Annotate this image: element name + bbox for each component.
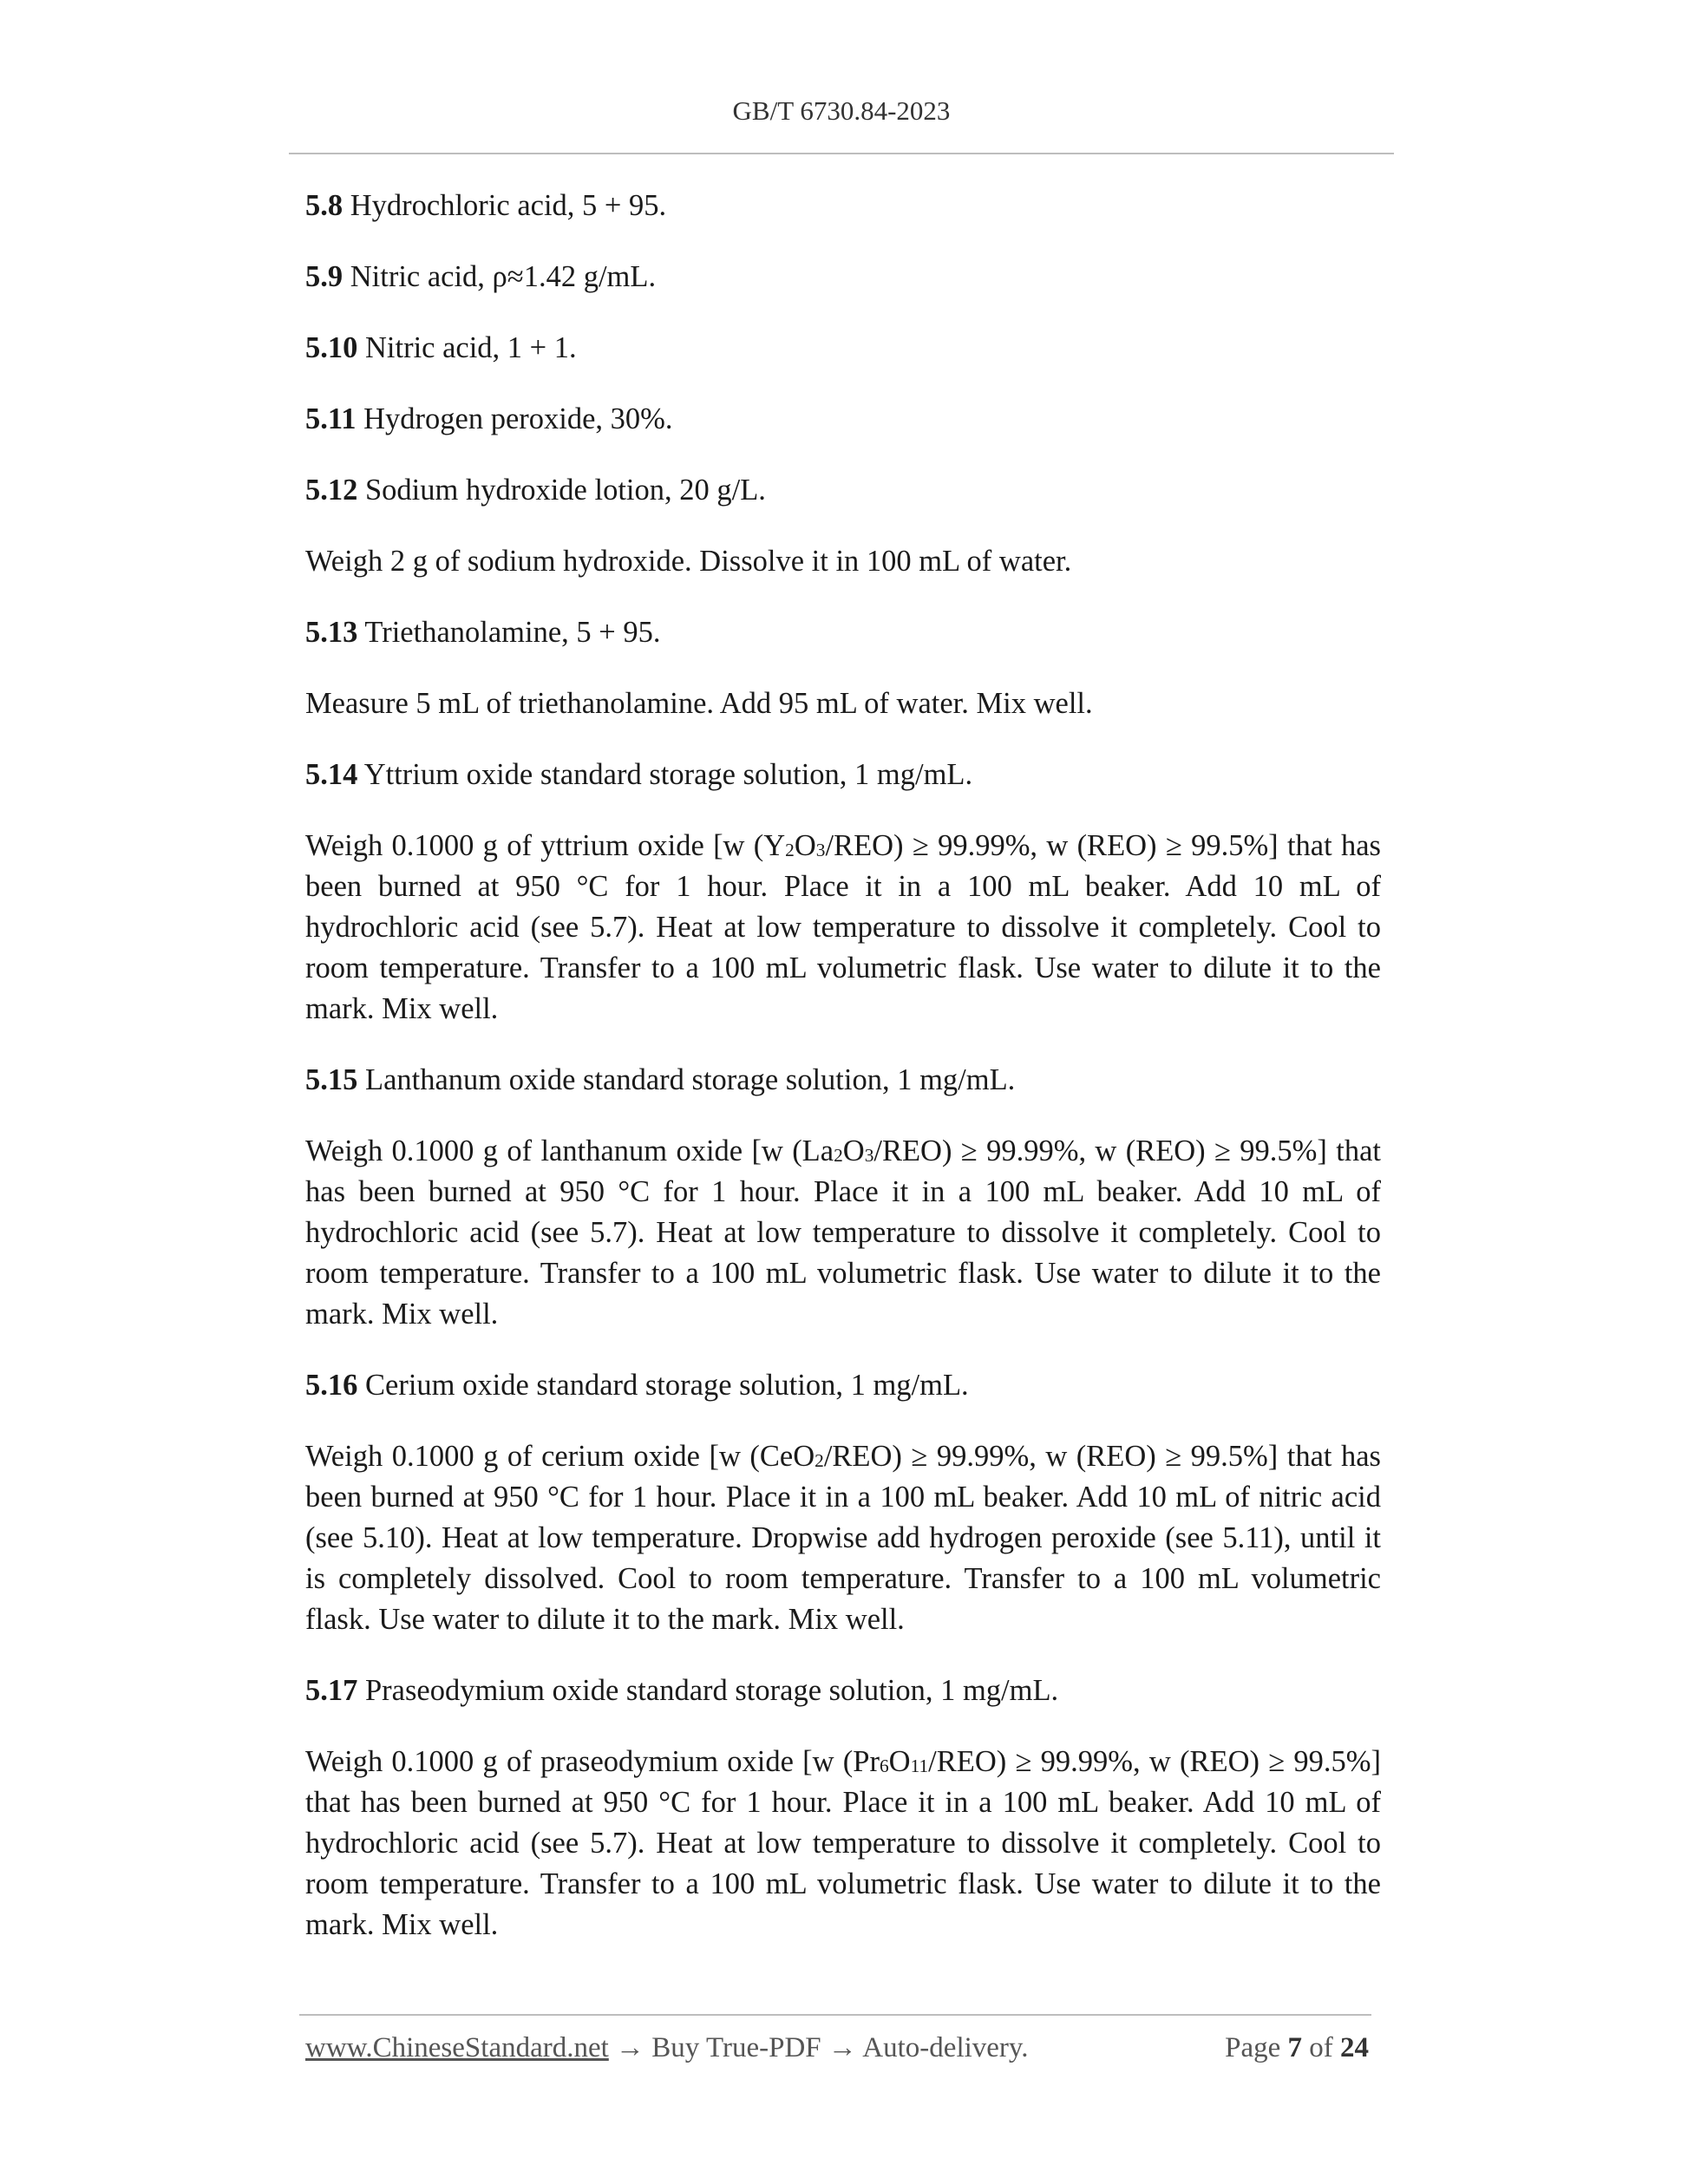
text-run: Weigh 0.1000 g of lanthanum oxide [w (La (305, 1135, 834, 1167)
page-header: GB/T 6730.84-2023 (732, 95, 951, 126)
section-5-9 (305, 257, 1381, 298)
section-5-13 (305, 612, 1381, 653)
section-5-12 (305, 470, 1381, 511)
section-text: Yttrium oxide standard storage solution, 1 mg/mL. (357, 758, 973, 791)
section-5-17 (305, 1671, 1381, 1711)
section-text: Hydrogen peroxide, 30%. (356, 402, 673, 435)
text-run: Weigh 0.1000 g of cerium oxide [w (CeO (305, 1440, 815, 1473)
header-rule (289, 153, 1394, 154)
section-5-10 (305, 328, 1381, 369)
subscript: 3 (864, 1145, 874, 1167)
website-link[interactable]: www.ChineseStandard.net (305, 2032, 609, 2063)
section-number: 5.10 (305, 331, 358, 364)
section-number: 5.11 (305, 402, 357, 435)
section-number: 5.14 (305, 758, 358, 791)
section-text: Nitric acid, 1 + 1. (357, 331, 577, 364)
text-run: /REO) ≥ 99.99%, w (REO) ≥ 99.5%] that has been burned at 950 °C for 1 hour. Place it in a 100 mL beaker. Add 10 mL of nitric acid (see 5.10). Heat at low temperature. Dropwise add hydrogen peroxide (see 5.11), until it is completely dissolved. Cool to room temperature. Transfer to a 100 mL volumetric flask. Use water to dilute it to the mark. Mix well. (305, 1440, 1381, 1636)
subscript: 2 (815, 1450, 824, 1472)
subscript: 2 (834, 1145, 843, 1167)
footer-promo (305, 2028, 1029, 2068)
paragraph-5-12-body: Weigh 2 g of sodium hydroxide. Dissolve it in 100 mL of water. (305, 545, 1072, 578)
page-number: 7 (1287, 2032, 1302, 2063)
text-run: /REO) ≥ 99.99%, w (REO) ≥ 99.5%] that has been burned at 950 °C for 1 hour. Place it in a 100 mL beaker. Add 10 mL of hydrochloric acid (see 5.7). Heat at low temperature to dissolve it completely. Cool to room temperature. Transfer to a 100 mL volumetric flask. Use water to dilute it to the mark. Mix well. (305, 1135, 1381, 1331)
section-text: Lanthanum oxide standard storage solution, 1 mg/mL. (357, 1063, 1016, 1096)
section-text: Sodium hydroxide lotion, 20 g/L. (357, 474, 766, 507)
section-number: 5.16 (305, 1369, 358, 1402)
page-label: Page (1225, 2032, 1288, 2063)
page-total: 24 (1340, 2032, 1369, 2063)
section-number: 5.17 (305, 1674, 358, 1707)
subscript: 2 (785, 840, 795, 861)
subscript: 6 (879, 1756, 889, 1777)
section-number: 5.13 (305, 616, 358, 649)
subscript: 11 (910, 1756, 929, 1777)
section-text: Nitric acid, ρ≈1.42 g/mL. (343, 260, 657, 293)
footer-rule (299, 2014, 1371, 2016)
section-number: 5.15 (305, 1063, 358, 1096)
section-5-16 (305, 1365, 1381, 1406)
text-run: Weigh 0.1000 g of praseodymium oxide [w (Pr (305, 1745, 880, 1778)
section-text: Praseodymium oxide standard storage solution, 1 mg/mL. (357, 1674, 1059, 1707)
text-run: /REO) ≥ 99.99%, w (REO) ≥ 99.5%] that has been burned at 950 °C for 1 hour. Place it in a 100 mL beaker. Add 10 mL of hydrochloric acid (see 5.7). Heat at low temperature to dissolve it completely. Cool to room temperature. Transfer to a 100 mL volumetric flask. Use water to dilute it to the mark. Mix well. (305, 1745, 1381, 1941)
paragraph-5-17-body (305, 1742, 1381, 1945)
text-run: /REO) ≥ 99.99%, w (REO) ≥ 99.5%] that has been burned at 950 °C for 1 hour. Place it in a 100 mL beaker. Add 10 mL of hydrochloric acid (see 5.7). Heat at low temperature to dissolve it completely. Cool to room temperature. Transfer to a 100 mL volumetric flask. Use water to dilute it to the mark. Mix well. (305, 829, 1381, 1025)
subscript: 3 (815, 840, 826, 861)
page-indicator (1225, 2028, 1369, 2068)
document-body (305, 186, 1381, 1976)
section-text: Cerium oxide standard storage solution, 1 mg/mL. (357, 1369, 969, 1402)
text-run: O (842, 1135, 865, 1167)
text-run: O (888, 1745, 911, 1778)
section-text: Triethanolamine, 5 + 95. (357, 616, 661, 649)
section-number: 5.12 (305, 474, 358, 507)
section-5-11 (305, 399, 1381, 440)
section-5-14 (305, 755, 1381, 795)
paragraph-5-14-body (305, 826, 1381, 1030)
paragraph-5-15-body (305, 1131, 1381, 1335)
section-number: 5.9 (305, 260, 343, 293)
section-number: 5.8 (305, 189, 343, 222)
text-run: O (794, 829, 816, 862)
section-5-8 (305, 186, 1381, 226)
paragraph-5-13-body: Measure 5 mL of triethanolamine. Add 95 mL of water. Mix well. (305, 687, 1093, 720)
text-run: Weigh 0.1000 g of yttrium oxide [w (Y (305, 829, 786, 862)
section-text: Hydrochloric acid, 5 + 95. (343, 189, 667, 222)
of-label: of (1302, 2032, 1340, 2063)
section-5-15 (305, 1060, 1381, 1101)
paragraph-5-16-body (305, 1436, 1381, 1640)
footer-promo-text: → Buy True-PDF → Auto-delivery. (608, 2032, 1029, 2063)
